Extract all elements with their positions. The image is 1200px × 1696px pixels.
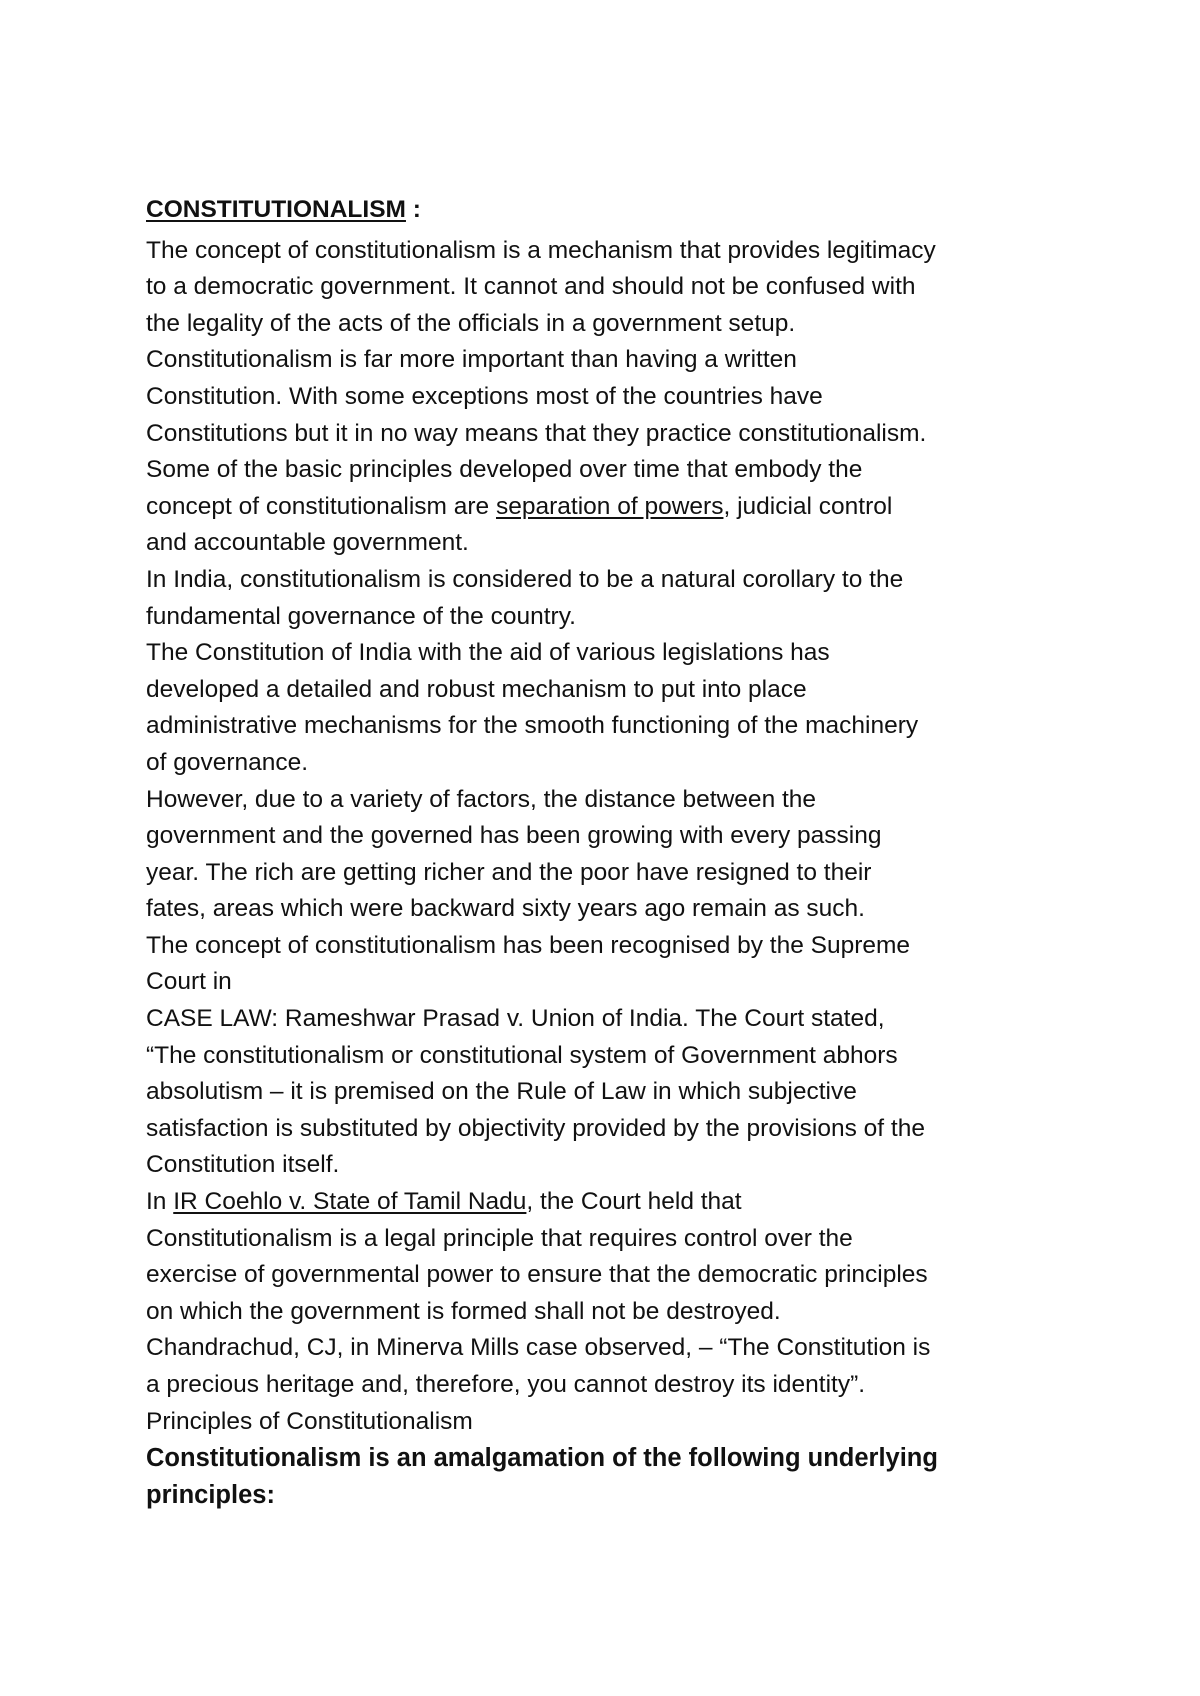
bold-text-line: Constitutionalism is an amalgamation of the following underlying bbox=[146, 1444, 938, 1473]
document-page bbox=[146, 192, 1106, 1513]
document-heading bbox=[146, 192, 1106, 229]
heading-suffix: : bbox=[405, 196, 421, 223]
text-line: fates, areas which were backward sixty years ago remain as such. bbox=[146, 895, 865, 923]
text-line: The Constitution of India with the aid of various legislations has bbox=[146, 639, 830, 667]
text-line: satisfaction is substituted by objectivity provided by the provisions of the bbox=[146, 1114, 925, 1142]
text-line: The concept of constitutionalism is a mechanism that provides legitimacy bbox=[146, 236, 936, 264]
text-line: “The constitutionalism or constitutional system of Government abhors bbox=[146, 1041, 898, 1069]
text-line: Constitutionalism is a legal principle that requires control over the bbox=[146, 1224, 853, 1252]
text-line: the legality of the acts of the officials in a government setup. bbox=[146, 309, 796, 337]
separation-of-powers-link[interactable]: separation of powers bbox=[496, 492, 724, 520]
text-line: developed a detailed and robust mechanism to put into place bbox=[146, 675, 807, 703]
text-line: Court in bbox=[146, 968, 232, 996]
text-line: In India, constitutionalism is considered to be a natural corollary to the bbox=[146, 565, 904, 593]
text-line: on which the government is formed shall not be destroyed. bbox=[146, 1297, 781, 1325]
text-segment: In bbox=[146, 1188, 174, 1216]
text-line: a precious heritage and, therefore, you cannot destroy its identity”. bbox=[146, 1371, 866, 1398]
text-line bbox=[146, 489, 1106, 526]
text-line: absolutism – it is premised on the Rule of Law in which subjective bbox=[146, 1078, 857, 1106]
text-segment: concept of constitutionalism are bbox=[146, 492, 496, 520]
text-line: Constitutions but it in no way means that they practice constitutionalism. bbox=[146, 419, 927, 447]
text-line: Some of the basic principles developed over time that embody the bbox=[146, 456, 863, 484]
heading-title: CONSTITUTIONALISM bbox=[146, 196, 406, 223]
bold-text-line: principles: bbox=[146, 1480, 275, 1509]
text-line: Principles of Constitutionalism bbox=[146, 1407, 473, 1435]
text-line: Constitution. With some exceptions most of the countries have bbox=[146, 382, 823, 410]
coehlo-case-link[interactable]: IR Coehlo v. State of Tamil Nadu bbox=[173, 1188, 527, 1216]
text-line: CASE LAW: Rameshwar Prasad v. Union of India. The Court stated, bbox=[146, 1005, 885, 1033]
text-line: Chandrachud, CJ, in Minerva Mills case observed, – “The Constitution is bbox=[146, 1334, 931, 1362]
text-line: The concept of constitutionalism has been recognised by the Supreme bbox=[146, 931, 911, 959]
text-line: of governance. bbox=[146, 748, 309, 776]
text-line: fundamental governance of the country. bbox=[146, 602, 576, 630]
text-line: exercise of governmental power to ensure that the democratic principles bbox=[146, 1261, 928, 1289]
text-line: and accountable government. bbox=[146, 529, 469, 557]
text-line: government and the governed has been growing with every passing bbox=[146, 822, 882, 850]
text-segment: , the Court held that bbox=[526, 1188, 742, 1216]
text-line: However, due to a variety of factors, the distance between the bbox=[146, 785, 817, 813]
text-segment: , judicial control bbox=[723, 492, 893, 520]
text-line bbox=[146, 1184, 1106, 1221]
text-line: to a democratic government. It cannot and should not be confused with bbox=[146, 273, 916, 301]
text-line: Constitution itself. bbox=[146, 1151, 340, 1179]
text-line: year. The rich are getting richer and the poor have resigned to their bbox=[146, 858, 872, 886]
text-line: Constitutionalism is far more important than having a written bbox=[146, 346, 797, 374]
text-line: administrative mechanisms for the smooth functioning of the machinery bbox=[146, 712, 919, 740]
